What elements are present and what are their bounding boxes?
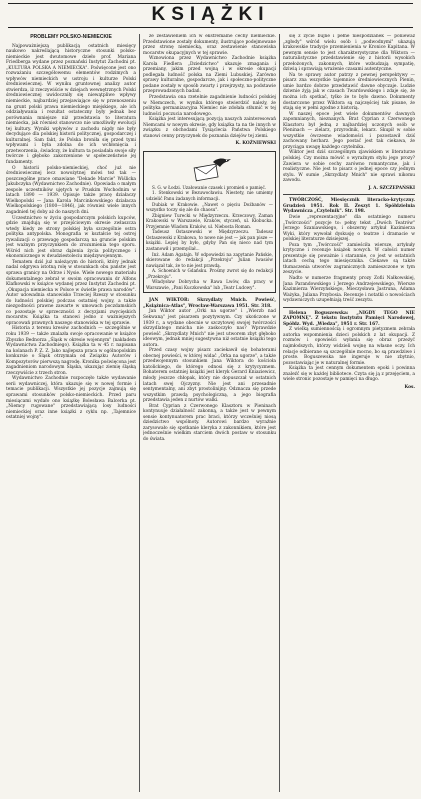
letter-reply: Dubiak w Krakowie. „Nawet o pięciu Dożbanów — wszystko toczy się ale do chaosu".: [146, 201, 273, 213]
article-paragraph: Z wielką sumiennością i ogromnym pietyzmem zebrała autorka wspomnienia dzieci polskich z lat okupacji. Z rozmów i opowieści wyłania się obraz przeżyć najmłodszych, którzy widzieli wojnę na własne oczy. Ich relacje odbierane są szczególnie mocno, bo są prawdziwe i proste. Boguszewska nie ingeruje w nie zbytnio, pozostawiając je w naturalnej formie.: [283, 327, 415, 366]
article-paragraph: Dwie „reprezentacyjne" dla ostatniego numeru „Twórczości" pozycje to: pełny tekst „Dwóch Teatrów" Jerzego Szaniawskiego, i obszerny artykuł Kazimierza Wyki, który wywołał dyskusję o teatrze i dramacie w polskiej literaturze dzisiejszej.: [283, 214, 415, 243]
article-paragraph: Najpoważniejszą publikacją ostatnich miesięcy naukowo nakreślającą historyczne stosunki polsko-niemieckie jest dwutomowe dzieło prof. Mariana Friedberga wydane przez poznański Instytut Zachodni pt. „KULTURA POLSKA A NIEMIECKA". Poświęcone jest ono rozważaniu szczegółowemu elementów rodzimych a wpływów niemieckich w ustroju i kulturze Polski średniowiecznej. W wyniku gruntownej analizy autor stwierdza, iż rzeczywiście w dziejach wewnętrznych Polski średniowiecznej uwidoczniły się niewątpliwe wpływy niemieckie, najbardziej przejawiające się w przenoszeniu na grunt polski prawa niemieckiego miejskiego, ale ich oddziaływania i rezultat ostateczny były jednak bez porównania mniejsze niż przedstawia to literatura niemiecka, jak również stanowczo nie umożliwiły ewolucji tej kultury. Wyniki wpływów z zachodu nigdy nie były decydujące dla polskiej historii politycznej, gospodarczej i kulturalnej. Sam fakt, że Polska broniła się przed tymi wpływami i była zdolna do ich wchłonięcia i przetworzenia, świadczy, że kultura ta posiadała swoje siły twórcze i głęboko zakorzenione w społeczeństwie jej fundamenty.: [6, 43, 136, 166]
author-signature: K. KOŹNIEWSKI: [235, 141, 276, 147]
article-paragraph: Historia z terenu kresów zachodnich — szczególnie w roku 1939 — także znalazła swoje opracowanie w książce Zbyszko Bednorza „Śląsk w okresie wojennym" (nakładem Wydawnictwa Zachodniego). Książka ta w 45 r. napisana na kolanach P. Z. Z. Jako najlepsza praca w ogólnopolskim konkursie o Śląsk otrzymała od Związku Autorów i Kompozytorów pierwszą nagrodę. Kronika poświęcona jest zagadnieniom narodowym Śląska, ukazując ziemię śląską rzeczywiście z trzech stron.: [6, 326, 136, 376]
column-right: [283, 34, 415, 794]
author-signature: J. A. SZCZEPAŃSKI: [368, 185, 415, 191]
review-heading: TWÓRCZOŚĆ, Miesięcznik literacko-krytyczny. Grudzień 1951. Rok II. Zeszyt 1. Spółdzielnia Wydawnicza „Czytelnik". Str. 198.: [283, 198, 415, 215]
review-heading: Helena Boguszewska: „NIGDY TEGO NIE ZAPOMNĘ". Z tekstu Instytutu Pamięci Narodowej, Spółdz. Wyd. „Wiedza", 1951 r. Str. 167.: [283, 310, 415, 327]
article-paragraph: Wydawnictwo Zachodnie rozpoczęło także wydawanie serii wydawniczej, która ukazuje się w nowej formie i temacie publikacji. Wszystkie jej pozycje zajmują się sprawami stosunków polsko-niemieckich. Przed paru miesiącami wydało ono książkę Bolesława Balcerka pt. „Niemcy rugowane" przedstawiającą losy ludności niemieckiej oraz inne książki z cyklu np. „Tajemnice ostatniej wojny".: [6, 376, 136, 421]
letter-reply: 1. Stenkowski w Bezuwocławiu. Niestety, nie umiemy udzielić Panu żadanych informacji.: [146, 190, 273, 202]
letter-reply: S. G. w Łodzi. Uzałowanie czasek i promień o pamięć.: [152, 184, 267, 190]
column-left: [6, 34, 136, 794]
letter-reply: A. Schoenich w Gdańsku. Prośmy zwrot się do redakcji „Przekroju".: [146, 268, 273, 279]
review-heading: JAN WIKTOR: Skrzydlaty Mnich. Powieść, „Książnica-Atlas", Wrocław-Warszawa 1951. Str. 318.: [143, 298, 276, 309]
letter-reply: Zbigniew Turecki w Międzyrzeczu. Krzeczowy, Zaman Krakowski w Warszawie, Kraków, styczeń, ul. Kłobucka. Przyjemnie Wiadom Kraków, ul. Niebosta Roman.: [146, 212, 273, 229]
article-paragraph: Nadto w numerze fragmenty prozy Zofii Nałkowskiej, Jana Parandowskiego i Jerzego Andrzejewskiego, Wiersze Kazimierza Wierzyńskiego, Mieczysława Jastruna, Adama Ważyka, Juliana Przybosia. Recenzje i notatki o nowościach wydawniczych uzupełniają treść zeszytu.: [283, 275, 415, 304]
article-paragraph: ze zestawieniem ich w ekstremalne cechy niemieckie. Przedstawione zostały dokumenty, ilustrujące podejmowane przez stronę niemiecką, oraz zestawienie stanowiska mocarstw okupacyjnych w tej sprawie.: [143, 34, 276, 56]
article-paragraph: Książka ta jest cennym dokumentem epoki i powinna znaleźć się w każdej bibliotece. Czyta się ją z przejęciem, a wiele stronic pozostaje w pamięci na długo.: [283, 366, 415, 383]
column-middle: [143, 34, 276, 794]
section-title: KSIĄŻKI: [151, 4, 270, 25]
letter-reply: Tadeusz Ostaszewski w Międzyrzeczu. Tadeusz Ostaszewski z Krakowa, to nowe nie jest — jak pan pisze — książki. Lepiej by było, gdyby Pan się nieco nad tym zastanowił i przemyślał...: [146, 229, 273, 251]
column-divider: [279, 34, 280, 792]
masthead-rule-bottom: [8, 27, 413, 28]
masthead-rule-top: [8, 3, 413, 4]
section-masthead: [0, 0, 421, 30]
article-heading: PROBLEMY POLSKO-NIEMIECKIE: [30, 34, 112, 40]
column-divider: [139, 34, 140, 792]
bird-envelope-icon: [187, 156, 233, 182]
article-paragraph: się z życie bujne i pełne niespodzianek — ponieważ „zgłody" wśród wielu osób i „podwodnymi" ukazują krakowskie tradycje przemienienia w Kronice Kapitana. W pewnym sensie to jest charakterystyczne dla Wiktora — naturalistyczne przedstawienie się z historii wysokich przełożonych, zakonnych, które wzbudzają sympatię, dziwią i sprawiają wrażenie czasami autentyczne.: [283, 34, 415, 73]
author-signature: Kos.: [404, 384, 415, 390]
letter-reply: Władysław Dobrycha w Rawa Lwów, dla pracy w Warszawie, „Pani Kuczkowska" lub „Teatr Ludowy".: [146, 279, 273, 290]
mail-bird-logo: [146, 156, 273, 182]
article-paragraph: O historii polsko-niemieckiej, choć już nie średniowiecznej lecz nowożytnej mówi też tak — poszczególne prace omawiane "Dekade Marcie" Wiślicka Jakubczyka (Wydawnictwo Zachodnie). Opowiada o małym zespole uczestników ujętych w Pruskim Wschodnim w latach 1890 — 1939. Opisuje także pracę działaczy Wielkopolski — Jana Karola Marcinkowskiego działacza Wielkopolskiego (1800—1846), jak również wiele innych zagadnień tej doby aż do naszych dni.: [6, 165, 136, 215]
article-paragraph: Przedstawia ona rzetelnie zagadnienie ludności polskiej w Niemczech, w wyniku którego stwierdzić należy, że polityka germanizacyjna Niemiec nie zdołała stłumić w tej ludności poczucia narodowego.: [143, 95, 276, 117]
section-divider: [283, 307, 415, 308]
article-paragraph: Jan Wiktor autor „Orki na ugorze" i „Wierzb nad Sekwaną" jest pisarzem pozytywnym. Czy ukończone w 1939 r., a wydane obecnie w szczytowej swojej twórczości skrzydlatego mnicha nie zaskoczyło nas? Wprawdzie powieść „Skrzydlaty Mnich" nie jest utworem zbyt głęboko ideowym, jednak mniej sugestywna niż ostatnie książki tego autora.: [143, 309, 276, 348]
article-paragraph: Wiktor jest dziś szczególnym zjawiskiem w literaturze polskiej. Czy można mówić o wyraźnym stylu jego prozy? Zawiera w sobie cechy zarówno romantyczne, jak i realistyczne. Nie jest to pisarz o jednej epoce czy jednym stylu. W sumie „Skrzydlaty Mnich" nie sprawi nikomu zawodu.: [283, 150, 415, 184]
article-paragraph: W naszej epoce jest wiele dokumentów dawnych zapomnianych, nieznanych. Brat Cyprian z Czerwonego Klasztoru był jedną z najbardziej uczonych osób w Pieninach — zielarz, przyrodnik, lekarz. Skupił w sobie wszystkie ówczesne wiadomości i pozostawił dziś zachowany herbarz. Jego postać jest tak ciekawa, że przyciąga uwagę każdego czytelnika.: [283, 111, 415, 150]
letter-reply: Inż. Adam Agatajn. W odpowiedzi na zapytanie Pańskie, skierowane do redakcji „Przekroju" Julian Iwasiów nawiązał tak, że to nie jest prawdą.: [146, 251, 273, 268]
article-paragraph: Brat Cyprian z Czerwonego Klasztoru w Pieninach kontynuuje działalność zakonną, a także jest w pewnym sensie kontynuatorem prac braci, którzy wcześniej niosą dziedzictwo wspólnoty. Autorowi bardzo wyraźnie zarysowało się spotkanie kleryka z zakonnikiem, które jest jednocześnie wielkim starciem dwóch postaw w stosunku do świata.: [143, 403, 276, 442]
section-divider: [283, 194, 415, 195]
letters-box: [143, 151, 276, 293]
article-paragraph: Przed czasy wojny pisarz zaciekawił się bohaterami obecnej powieści, w której widać „Orka na ugorze", a także przedwojennym stosunkiem Jana Wiktora do kościoła katolickiego, do którego odnosi się z krytycyzmem. Bohaterem ostatniej książki jest kleryk Gerard Kniaziewicz, młody jeszcze chłopak, który nie dopuszczał w ostatnich latach swej Ojczyzny. Nie jest ani przesadnie sentymentalny, ani zbyt prostolinijny. Odznacza się przede wszystkim prawdą psychologiczną, a jego biografia przedstawia jeden z nurtów walki.: [143, 348, 276, 404]
article-paragraph: Na te sprawy autor patrzy z pewnej perspektywy — pisarz zna wszystkie tajemnice średniowiecznych Pienin, umie bardzo dobrze przedstawić dawne obyczaje. Ludzie dziwnie żyją jak w czasach Twardowskiego i zdaje się, że można ich spotkać, tylko że to było dawno. Dokumenty dostarczone przez Wiktora są najczęściej tak pisane, że stają się w pełni zgodne z historią.: [283, 72, 415, 112]
article-paragraph: Książka jest interesującą pozycją naszych zainteresowań Niemcami w nowym okresie, gdy książka ta na tle innych w związku z obchodami Tysiąclecia Państwa Polskiego stanowi cenny przyczynek do poznania dziejów tej ziemi.: [143, 117, 276, 139]
article-paragraph: Wznowiona przez Wydawnictwo Zachodnie książka Karola Fiedlera „Dziedzictwo" ukazuje zmagania i przemiany, jakim przed wojną i w okresie okupacji podlegała ludność polska na Ziemi Lubuskiej. Zarówno sprawy kulturalne, gospodarcze, jak i społeczno-polityczne podane zostały w sposób zwarty i przejrzysty, na podstawie przeprowadzonych badań.: [143, 56, 276, 95]
article-paragraph: Poza tym „Twórczość" zamieściła wiersze, artykuły krytyczne i recenzje książek nowych. W całości numer prezentuje się poważnie i starannie, co jest w ostatnich latach cechą tego miesięcznika. Ciekawe są także tłumaczenia utworów zagranicznych zamieszczone w tym zeszycie.: [283, 242, 415, 276]
article-paragraph: Uczestnictwo w życiu gospodarczym polskich kupców, gdzie znajdują się w przejściowym okresie zwłaszcza wtedy kiedy ze strony polskiej była szczególnie ostra polityka antypolska. Monografia w kształcie tej ostrej rywalizacji o przewagę gospodarczą na gruncie polskim jest ważnym przyczynkiem do zrozumienia tego sporu. Wśród nich jest obraz dążenia życia politycznego i ekonomicznego w dwudziestoleciu międzywojennym.: [6, 215, 136, 260]
article-paragraph: Tematem dziś już należącym do historii, który jednak nadal odgrywa istotną rolę w stosunkach obu państw jest sprawa granicy na Odrze i Nysie. Wiele nowego materiału dokumentalnego zebrał w swoim opracowaniu dr Alfons Klafkowski w książce wydanej przez Instytut Zachodni pt. „Okupacja niemiecka w Polsce w świetle prawa narodów". Autor udowadnia stanowisko Trzeciej Rzeszy w stosunku do ludności polskiej podczas ostatniej wojny, a także niezgodności prawne zawarte w umowach poczdamskich co pozostaje w sprzeczności z decyzjami zwycięskich mocarstw. Książka ta stanowi jedno z ważniejszych opracowań prawnych naszego stanowiska w tej sprawie.: [6, 259, 136, 326]
